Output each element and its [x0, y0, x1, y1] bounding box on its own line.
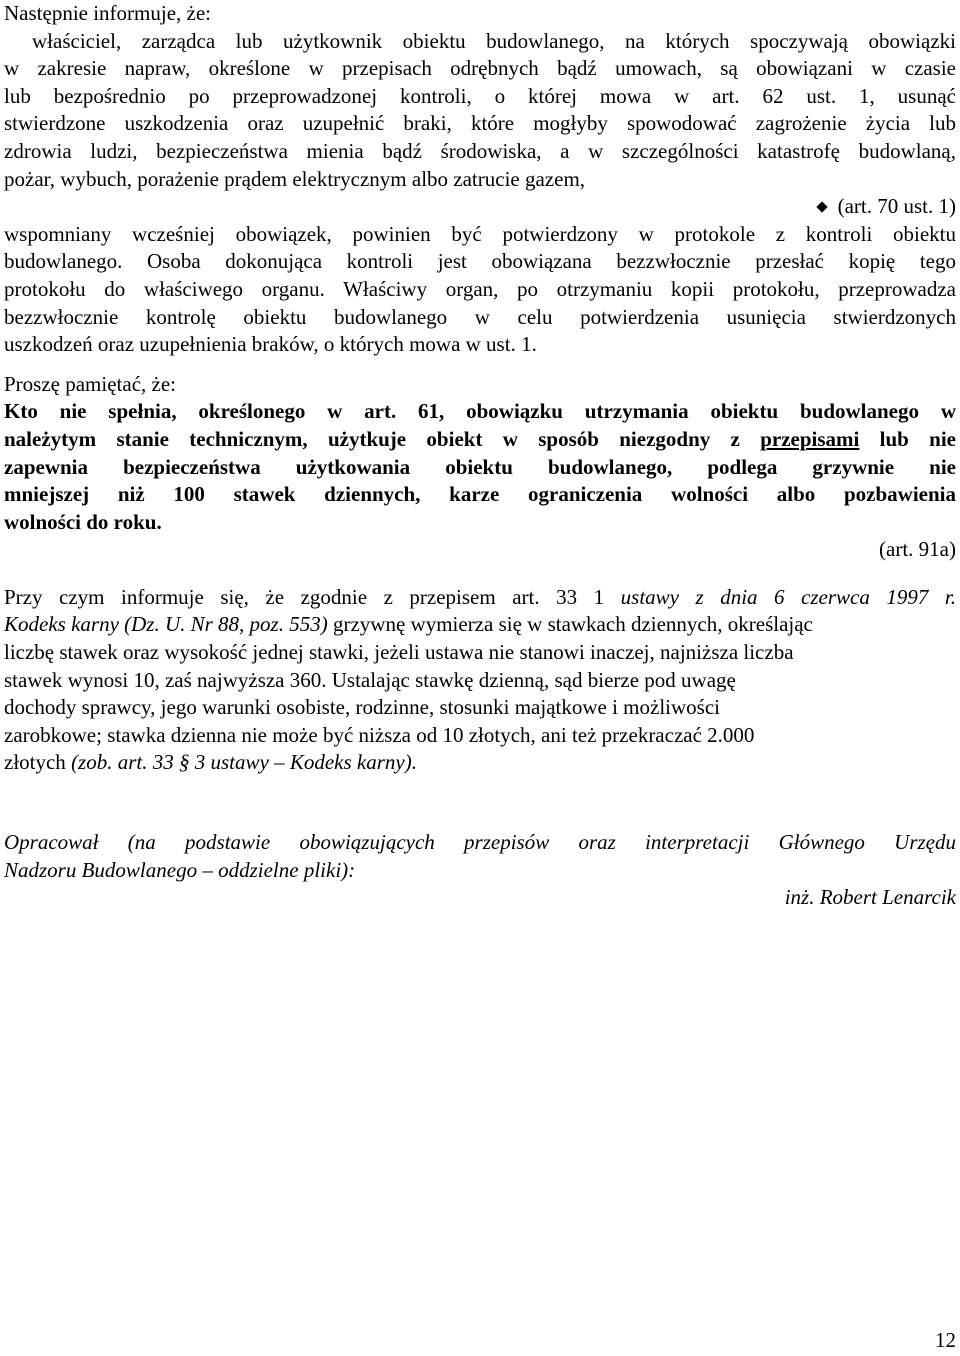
fine-paragraph — [4, 584, 956, 777]
text-span: (zob. art. 33 § 3 ustawy – Kodeks karny). — [71, 750, 417, 775]
text-line: w zakresie napraw, określone w przepisach odrębnych bądź umowach, są obowiązani w czasie — [4, 56, 956, 81]
text-line: lub bezpośrednio po przeprowadzonej kontroli, o której mowa w art. 62 ust. 1, usunąć — [4, 83, 956, 108]
diamond-bullet-icon — [816, 201, 827, 212]
prepared-by-note — [4, 829, 956, 912]
text-line: stwierdzone uszkodzenia oraz uzupełnić braki, które mogłyby spowodować zagrożenie życia lub — [4, 111, 956, 136]
text-line: zdrowia ludzi, bezpieczeństwa mienia bądź środowiska, a w szczególności katastrofę budowlaną, — [4, 138, 956, 163]
text-line: Nadzoru Budowlanego – oddzielne pliki): — [4, 857, 356, 882]
text-line: Opracował (na podstawie obowiązujących przepisów oraz interpretacji Głównego Urzędu — [4, 830, 956, 855]
przepisami-link[interactable]: przepisami — [760, 426, 860, 451]
text-line: stawek wynosi 10, zaś najwyższa 360. Ustalając stawkę dzienną, sąd bierze pod uwagę — [4, 667, 736, 692]
reference-art-70 — [4, 193, 956, 221]
reference-text: (art. 70 ust. 1) — [837, 194, 956, 219]
page-number: 12 — [935, 1328, 956, 1352]
text-line: liczbę stawek oraz wysokość jednej stawki, jeżeli ustawa nie stanowi inaczej, najniższa liczba — [4, 640, 794, 665]
text-line: wspomniany wcześniej obowiązek, powinien być potwierdzony w protokole z kontroli obiektu — [4, 221, 956, 246]
text-span: złotych — [4, 750, 72, 775]
text-line: właściciel, zarządca lub użytkownik obiektu budowlanego, na których spoczywają obowiązki — [32, 28, 956, 53]
text-line — [4, 426, 956, 454]
text-line: pożar, wybuch, porażenie prądem elektrycznym albo zatrucie gazem, — [4, 166, 586, 191]
text-line: mniejszej niż 100 stawek dziennych, karze ograniczenia wolności albo pozbawienia — [4, 482, 956, 507]
intro-paragraph-2 — [4, 221, 956, 359]
text-span: ustawy z dnia 6 czerwca 1997 r. — [620, 584, 956, 609]
text-span: Kodeks karny (Dz. U. Nr 88, poz. 553) — [4, 612, 328, 637]
text-span: grzywnę wymierza się w stawkach dziennych, określając — [327, 612, 813, 637]
text-span: Przy czym informuje się, że zgodnie z przepisem art. 33 — [4, 584, 594, 609]
text-line: uszkodzeń oraz uzupełnienia braków, o których mowa w ust. 1. — [4, 332, 537, 357]
text-line: zarobkowe; stawka dzienna nie może być niższa od 10 złotych, ani też przekraczać 2.000 — [4, 722, 755, 747]
text-line: budowlanego. Osoba dokonująca kontroli jest obowiązana bezzwłocznie przesłać kopię tego — [4, 249, 956, 274]
reference-art-91a: (art. 91a) — [879, 537, 956, 562]
text-line: protokołu do właściwego organu. Właściwy organ, po otrzymaniu kopii protokołu, przeprowadza — [4, 276, 956, 301]
text-line — [4, 584, 956, 612]
intro-paragraph-1 — [4, 28, 956, 194]
text-line: bezzwłocznie kontrolę obiektu budowlanego w celu potwierdzenia usunięcia stwierdzonych — [4, 304, 956, 329]
document-page — [4, 0, 956, 912]
text-line — [4, 749, 956, 777]
text-span: 1 — [593, 584, 621, 609]
author-name: inż. Robert Lenarcik — [784, 885, 956, 910]
text-line — [4, 611, 956, 639]
text-line: wolności do roku. — [4, 509, 162, 534]
intro-heading: Następnie informuje, że: — [4, 1, 212, 25]
text-span: należytym stanie technicznym, użytkuje obiekt w sposób niezgodny z — [4, 426, 761, 451]
reminder-heading: Proszę pamiętać, że: — [4, 371, 176, 396]
text-line: Kto nie spełnia, określonego w art. 61, obowiązku utrzymania obiektu budowlanego w — [4, 399, 956, 424]
text-line: zapewnia bezpieczeństwa użytkowania obiektu budowlanego, podlega grzywnie nie — [4, 454, 956, 479]
text-line: dochody sprawcy, jego warunki osobiste, rodzinne, stosunki majątkowe i możliwości — [4, 695, 720, 720]
text-span: lub nie — [859, 426, 956, 451]
penalty-paragraph — [4, 398, 956, 536]
